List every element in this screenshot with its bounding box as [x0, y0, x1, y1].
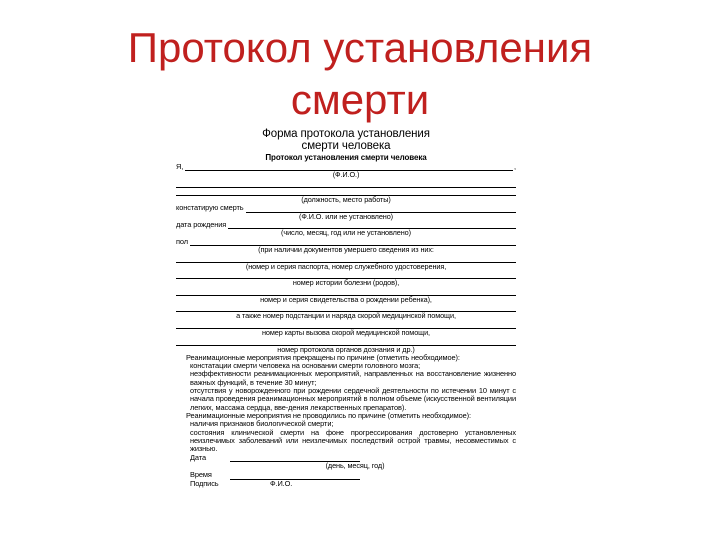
- caption-call-card: номер карты вызова скорой медицинской помощи,: [261, 327, 430, 337]
- caption-fio-or-not: (Ф.И.О. или не установлено): [298, 211, 394, 221]
- caption-substation: а также номер подстанции и наряда скорой медицинской помощи,: [236, 311, 456, 321]
- caption-birth-date: (число, месяц, год или не установлено): [281, 228, 411, 238]
- caption-birth-certificate: номер и серия свидетельства о рождении ребенка),: [260, 294, 432, 304]
- item-brain-death: констатации смерти человека на основании смерти головного мозга;: [190, 361, 421, 371]
- caption-passport: (номер и серия паспорта, номер служебного удостоверения,: [245, 261, 447, 271]
- caption-protocol: номер протокола органов дознания и др.): [277, 344, 415, 354]
- slide-title: [0, 22, 720, 126]
- label-time: Время: [190, 470, 212, 480]
- protocol-form-image: [176, 128, 516, 489]
- item-biological-death: наличия признаков биологической смерти;: [190, 419, 334, 429]
- item-clinical-death: состояния клинической смерти на фоне прогрессирования достоверно установленных неизлечимых заболеваний или неизлечимых последствий острой травмы, несовместимых с жизнью.: [190, 427, 516, 454]
- caption-history: номер истории болезни (родов),: [292, 278, 400, 288]
- form-heading-line-2: смерти человека: [301, 140, 391, 152]
- item-ineffective: неэффективности реанимационных мероприятий, направленных на восстановление жизненно важных функций, в течение 30 минут;: [190, 369, 516, 387]
- label-konstatiruyu: констатирую смерть: [176, 203, 244, 213]
- caption-position: (должность, место работы): [301, 195, 391, 205]
- item-newborn: отсутствия у новорожденного при рождении сердечной деятельности по истечении 10 минут с начала проведения реанимационных мероприятий в полном объеме (искусственной вентиляции легких, массажа сердца, вве-дения лекарственных препаратов).: [190, 386, 516, 412]
- line-time: [230, 473, 360, 480]
- field-signature: [176, 480, 516, 489]
- caption-docs: (при наличии документов умершего сведения из них:: [258, 244, 434, 254]
- label-date: Дата: [190, 453, 206, 463]
- label-birth-date: дата рождения: [176, 220, 227, 230]
- label-signature: Подпись: [190, 479, 219, 489]
- blank-line: [176, 180, 516, 188]
- caption-fio: (Ф.И.О.): [332, 170, 360, 180]
- slide-title-line-2: смерти: [290, 76, 430, 123]
- comma: ,: [514, 162, 516, 171]
- label-ya: Я,: [176, 162, 184, 171]
- paragraph-reanimation-stopped: Реанимационные мероприятия прекращены по причине (отметить необходимое):: [186, 352, 460, 362]
- label-pol: пол: [176, 236, 188, 246]
- signature-fio: Ф.И.О.: [270, 479, 293, 489]
- caption-date: (день, месяц, год): [325, 461, 385, 471]
- slide-title-line-1: Протокол установления: [127, 24, 593, 71]
- paragraph-reanimation-not-done: Реанимационные мероприятия не проводились по причине (отметить необходимое):: [186, 410, 471, 420]
- form-subtitle: Протокол установления смерти человека: [265, 153, 427, 162]
- field-time: [176, 471, 516, 480]
- form-heading-line-1: Форма протокола установления: [262, 128, 430, 140]
